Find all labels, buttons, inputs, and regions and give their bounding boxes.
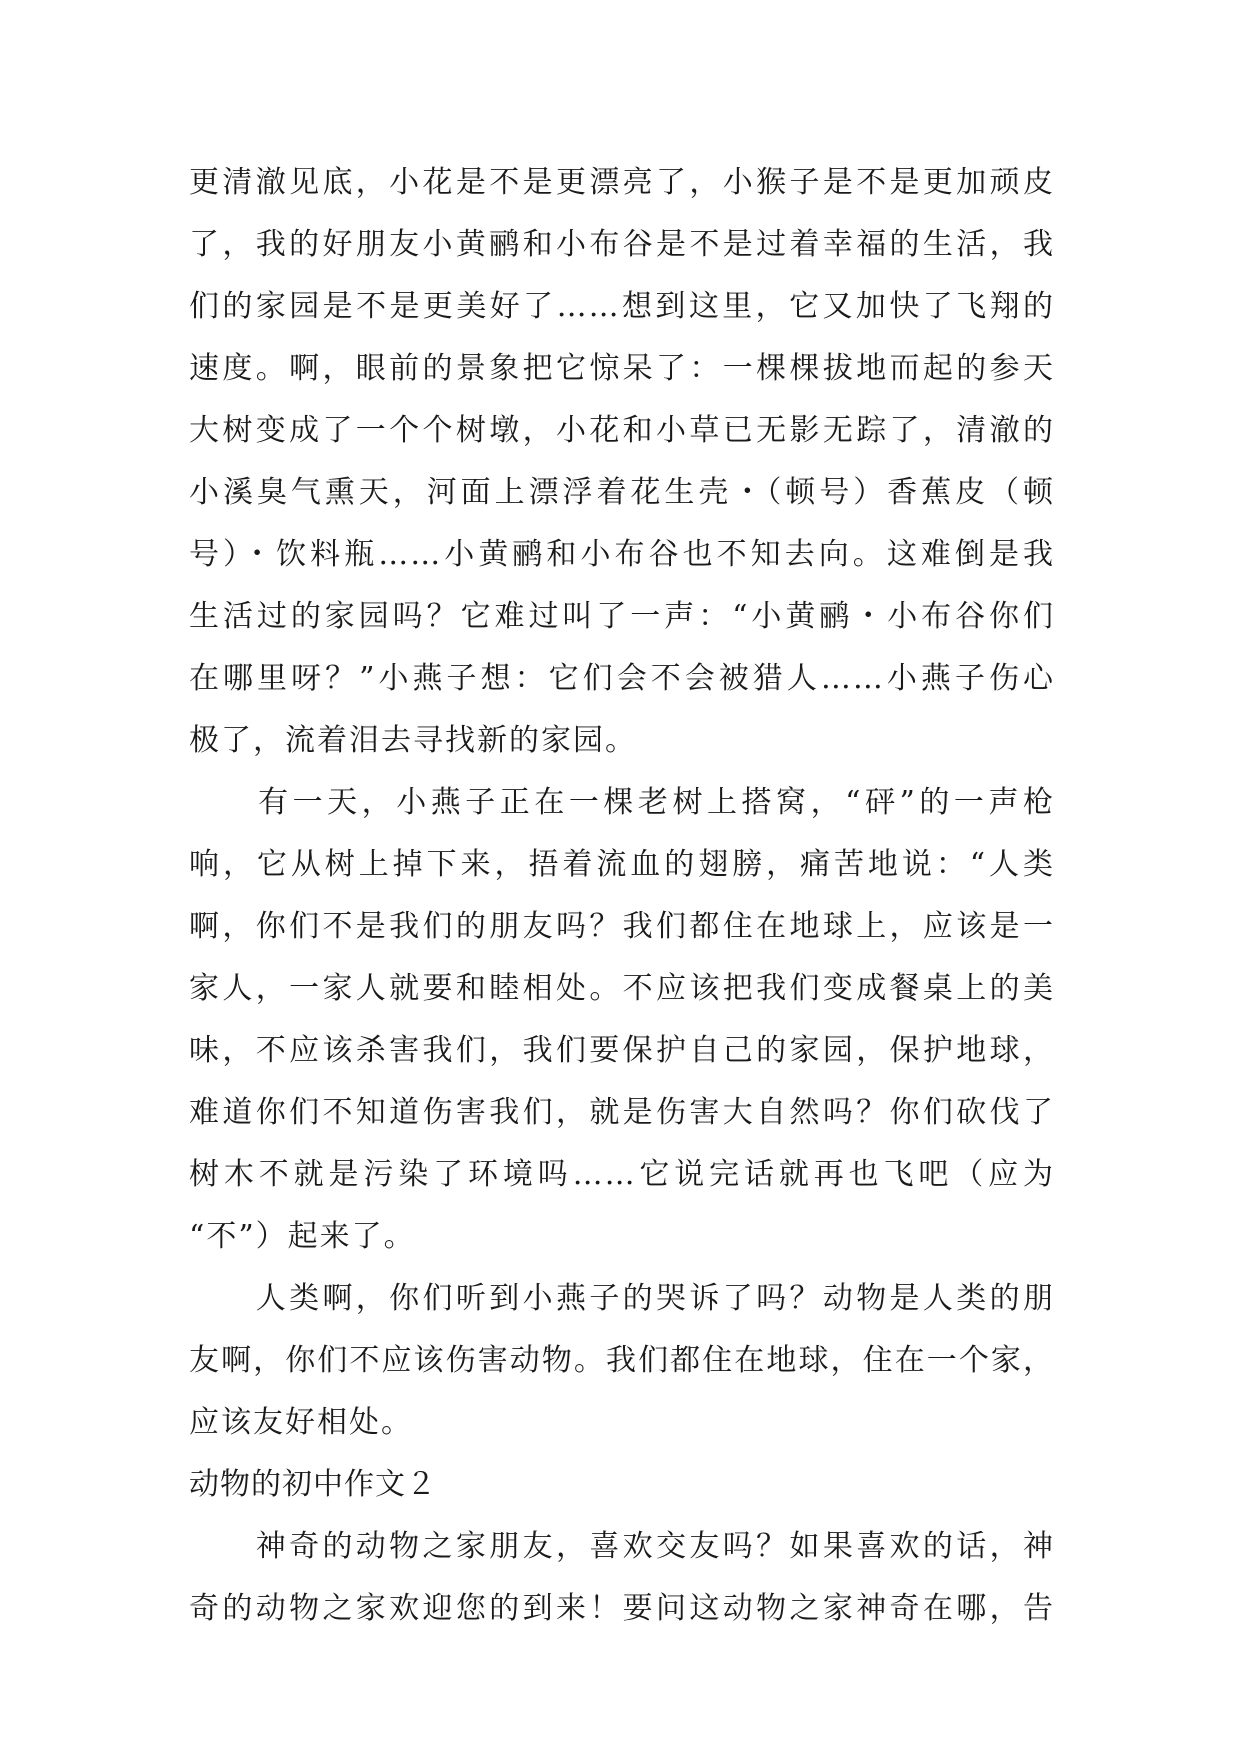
paragraph-4 (189, 1516, 1055, 1640)
text-line: 味，不应该杀害我们，我们要保护自己的家园，保护地球， (189, 1033, 1055, 1068)
text-line: 更清澈见底，小花是不是更漂亮了，小猴子是不是更加顽皮 (189, 165, 1055, 200)
text-line: 在哪里呀？”小燕子想：它们会不会被猎人……小燕子伤心 (189, 661, 1055, 696)
text-line: 了，我的好朋友小黄鹂和小布谷是不是过着幸福的生活，我 (189, 227, 1055, 262)
text-line: 家人，一家人就要和睦相处。不应该把我们变成餐桌上的美 (189, 971, 1055, 1006)
text-line: 神奇的动物之家朋友，喜欢交友吗？如果喜欢的话，神 (189, 1529, 1055, 1564)
paragraph-2 (189, 772, 1055, 1268)
text-line: 生活过的家园吗？它难过叫了一声：“小黄鹂・小布谷你们 (189, 599, 1055, 634)
text-line: 极了，流着泪去寻找新的家园。 (189, 723, 637, 758)
text-line: 友啊，你们不应该伤害动物。我们都住在地球，住在一个家， (189, 1343, 1055, 1378)
text-line: 号）・饮料瓶……小黄鹂和小布谷也不知去向。这难倒是我 (189, 537, 1055, 572)
text-line: “不”）起来了。 (189, 1219, 416, 1254)
text-line: 啊，你们不是我们的朋友吗？我们都住在地球上，应该是一 (189, 909, 1055, 944)
text-line: 大树变成了一个个树墩，小花和小草已无影无踪了，清澈的 (189, 413, 1055, 448)
text-line: 速度。啊，眼前的景象把它惊呆了：一棵棵拔地而起的参天 (189, 351, 1055, 386)
text-line: 树木不就是污染了环境吗……它说完话就再也飞吧（应为 (189, 1157, 1055, 1192)
paragraph-1 (189, 152, 1055, 772)
text-line: 人类啊，你们听到小燕子的哭诉了吗？动物是人类的朋 (189, 1281, 1055, 1316)
section-title: 动物的初中作文２ (189, 1467, 437, 1502)
text-line: 应该友好相处。 (189, 1405, 413, 1440)
text-line: 难道你们不知道伤害我们，就是伤害大自然吗？你们砍伐了 (189, 1095, 1055, 1130)
text-line: 奇的动物之家欢迎您的到来！要问这动物之家神奇在哪，告 (189, 1591, 1055, 1626)
paragraph-3 (189, 1268, 1055, 1454)
document-page (189, 152, 1055, 1640)
text-line: 响，它从树上掉下来，捂着流血的翅膀，痛苦地说：“人类 (189, 847, 1055, 882)
text-line: 们的家园是不是更美好了……想到这里，它又加快了飞翔的 (189, 289, 1055, 324)
text-line: 小溪臭气熏天，河面上漂浮着花生壳・（顿号）香蕉皮（顿 (189, 475, 1055, 510)
text-line: 有一天，小燕子正在一棵老树上搭窝，“砰”的一声枪 (189, 785, 1055, 820)
